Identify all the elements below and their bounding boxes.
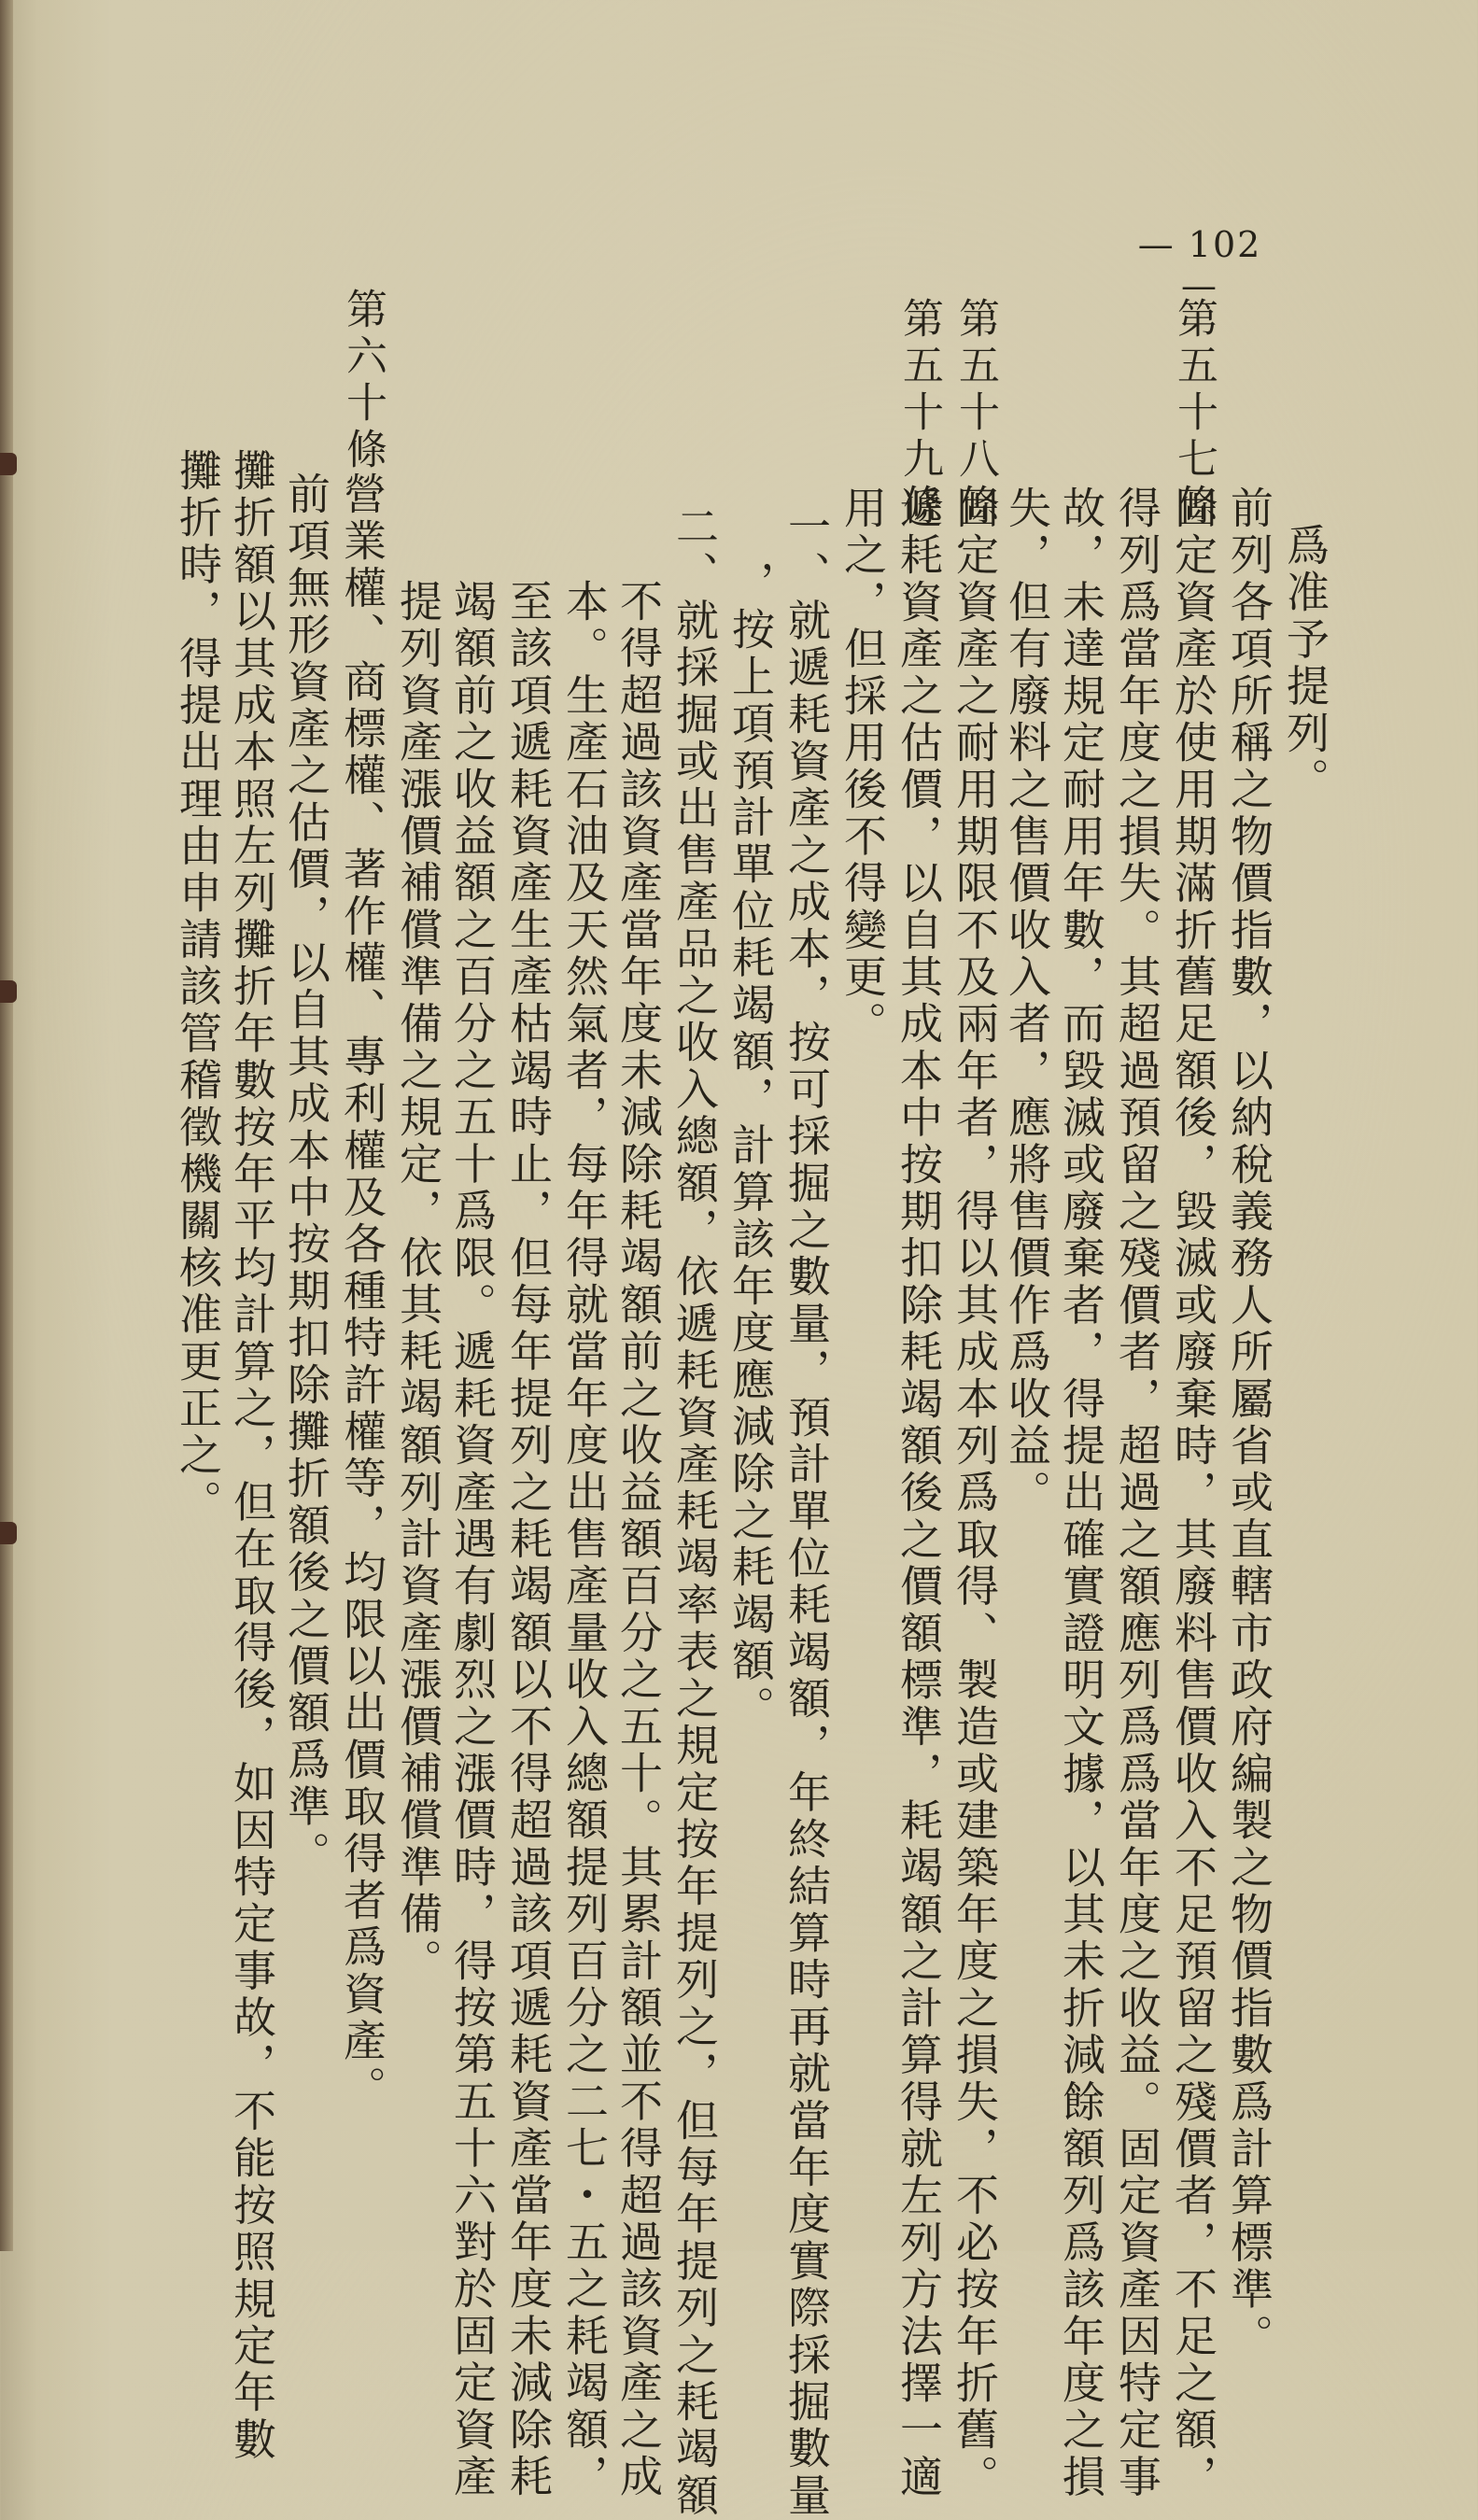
text-column: 不得超過該資產當年度未減除耗竭額前之收益額百分之五十。其累計額並不得超過該資產之成 (613, 579, 664, 2501)
text-column: 爲准予提列。 (1280, 523, 1330, 805)
article-heading-60: 第六十條 (339, 288, 387, 474)
text-column: 前列各項所稱之物價指數，以納稅義務人所屬省或直轄市政府編製之物價指數爲計算標準。 (1224, 486, 1274, 2360)
article-heading-57: 第五十七條 (1170, 297, 1218, 530)
text-column: 提列資產漲價補償準備之規定，依其耗竭額列計資產漲價補償準備。 (393, 579, 443, 1985)
text-column: 失，但有廢料之售價收入者，應將售價作爲收益。 (1002, 486, 1052, 1517)
page-number: — 102 — (1137, 224, 1262, 306)
article-heading-59: 第五十九條 (895, 297, 943, 530)
text-column: 用之，但採用後不得變更。 (838, 486, 888, 1049)
text-column: 得列爲當年度之損失。其超過預留之殘價者，超過之額應列爲爲當年度之收益。固定資產因特定事 (1112, 486, 1162, 2501)
text-column: 攤折額以其成本照左列攤折年數按年平均計算之，但在取得後，如因特定事故，不能按照規定年數 (227, 448, 277, 2464)
text-column: 攤折時，得提出理由申請該管稽徵機關核准更正之。 (173, 448, 223, 1527)
binding-stitch (0, 453, 17, 475)
binding-stitch (0, 980, 17, 1003)
text-column: 竭額前之收益額之百分之五十爲限。遞耗資產遇有劇烈之漲價時，得按第五十六對於固定資產 (447, 579, 498, 2501)
text-column: 本。生產石油及天然氣者，每年得就當年度出售產量收入總額提列百分之二七・五之耗竭額， (559, 579, 610, 2501)
text-column: 營業權、商標權、著作權、專利權及各種特許權等，均限以出價取得者爲資產。 (337, 472, 387, 2112)
text-column: 固定資產之耐用期限不及兩年者，得以其成本列爲取得、製造或建築年度之損失，不必按年折舊。 (950, 486, 1000, 2501)
binding-stitch (0, 1522, 17, 1544)
text-column: 前項無形資產之估價，以自其成本中按期扣除攤折額後之價額爲準。 (281, 472, 331, 1878)
text-column: ，按上項預計單位耗竭額，計算該年度應減除之耗竭額。 (725, 560, 776, 1732)
list-item-1: 一、就遞耗資產之成本，按可採掘之數量，預計單位耗竭額，年終結算時再就當年度實際採掘數量 (781, 504, 832, 2520)
list-item-2: 二、就採掘或出售產品之收入總額，依遞耗資產耗竭率表之規定按年提列之，但每年提列之耗竭額 (669, 504, 720, 2520)
text-column: 故，未達規定耐用年數，而毀滅或廢棄者，得提出確實證明文據，以其未折減餘額列爲該年度之損 (1056, 486, 1106, 2501)
article-heading-58: 第五十八條 (951, 297, 999, 530)
book-binding-edge (0, 0, 13, 2251)
text-column: 遞耗資產之估價，以自其成本中按期扣除耗竭額後之價額標準，耗竭額之計算得就左列方法擇一適 (894, 486, 944, 2501)
text-column: 固定資產於使用期滿折舊足額後，毀滅或廢棄時，其廢料售價收入不足預留之殘價者，不足之額， (1168, 486, 1218, 2501)
text-column: 至該項遞耗資產生產枯竭時止，但每年提列之耗竭額以不得超過該項遞耗資產當年度未減除耗 (503, 579, 554, 2501)
